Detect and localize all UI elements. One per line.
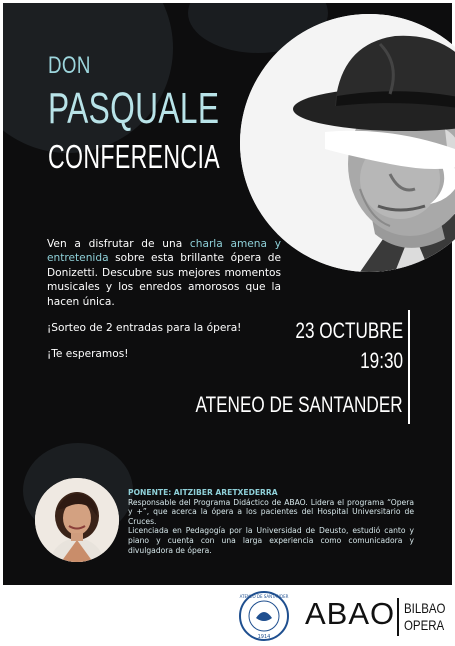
logo-bilbao: BILBAO [404, 600, 446, 616]
title-line-conferencia: CONFERENCIA [48, 138, 220, 175]
speaker-bio-1: Responsable del Programa Didáctico de ABAO. Lidera el programa “Opera y +”, que acerca la ópera a los pacientes del Hospital Universitario de Cruces. [128, 497, 414, 526]
speaker-label: PONENTE: [128, 488, 172, 497]
description-rest: sobre esta brillante ópera de Donizetti. Descubre sus mejores momentos musicales y los enredos amorosos que la hacen única. [47, 252, 281, 308]
speaker-heading [128, 488, 414, 498]
raffle-text: ¡Sorteo de 2 entradas para la ópera! [47, 322, 242, 334]
event-time: 19:30 [360, 348, 403, 373]
abao-logo: ABAO [305, 596, 396, 631]
logo-opera: OPERA [404, 617, 445, 633]
event-date: 23 OCTUBRE [295, 318, 403, 343]
ateneo-seal-logo [238, 590, 290, 642]
speaker-bio-2: Licenciada en Pedagogía por la Universidad de Deusto, estudió canto y piano y cuenta con una larga experiencia como comunicadora y divulgadora de ópera. [128, 526, 414, 555]
seal-text: ATENEO DE SANTANDER [239, 594, 289, 599]
event-description [47, 237, 281, 309]
title-line-don: DON [48, 52, 91, 79]
event-venue: ATENEO DE SANTANDER [195, 392, 403, 417]
title-line-pasquale: PASQUALE [48, 84, 220, 133]
logo-divider [397, 598, 399, 636]
vertical-divider [408, 310, 410, 424]
closing-text: ¡Te esperamos! [47, 348, 129, 360]
speaker-name: AITZIBER ARETXEDERRA [173, 488, 278, 497]
speaker-info [128, 488, 414, 555]
description-intro: Ven a disfrutar de una [47, 238, 190, 250]
description-highlight: charla amena y entretenida [47, 238, 281, 265]
speaker-photo [35, 478, 119, 562]
bilbao-opera-logo [404, 600, 445, 634]
seal-year: 1914 [257, 634, 271, 640]
speaker-portrait-illustration [35, 478, 119, 562]
